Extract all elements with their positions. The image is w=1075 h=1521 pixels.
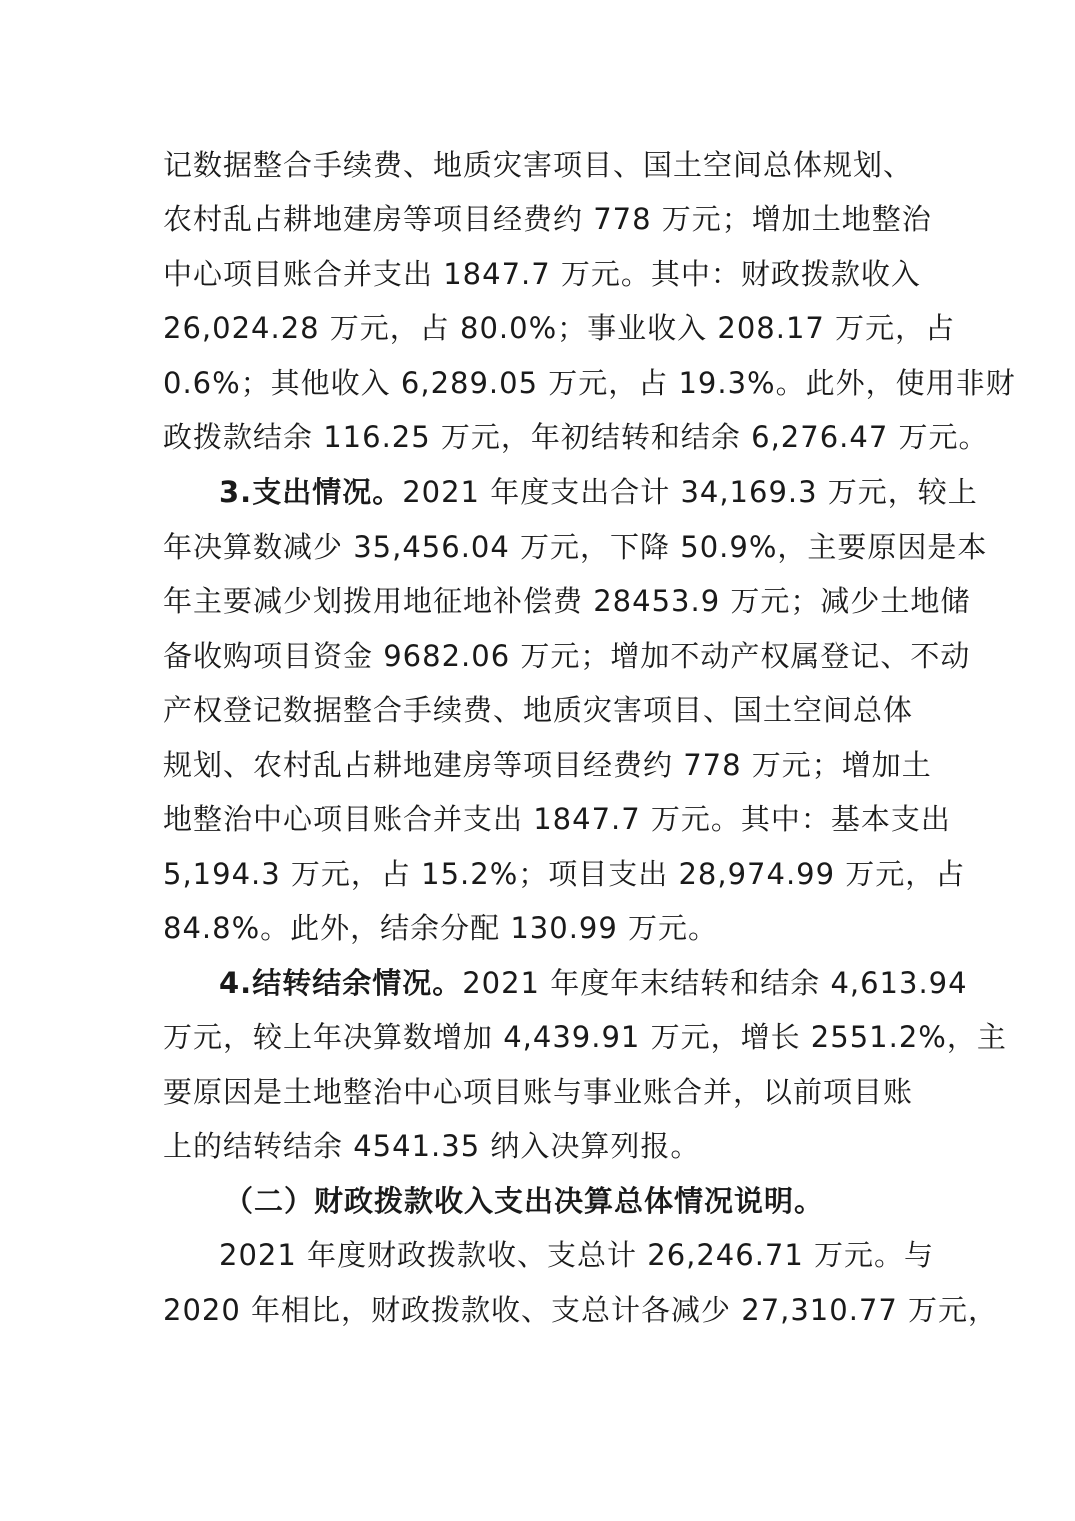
paragraph-line: 84.8%。此外，结余分配 130.99 万元。: [163, 911, 719, 945]
section-3-first-line: [219, 472, 978, 512]
paragraph-line: 要原因是土地整治中心项目账与事业账合并，以前项目账: [163, 1075, 914, 1109]
paragraph-line: 0.6%；其他收入 6,289.05 万元，占 19.3%。此外，使用非财: [163, 366, 1016, 400]
paragraph-line: 记数据整合手续费、地质灾害项目、国土空间总体规划、: [163, 148, 914, 182]
paragraph-line: 年主要减少划拨用地征地补偿费 28453.9 万元；减少土地储: [163, 584, 971, 618]
section-3-title: 3.支出情况。: [219, 475, 403, 509]
paragraph-line: 年决算数减少 35,456.04 万元，下降 50.9%，主要原因是本: [163, 530, 988, 564]
paragraph-line: 农村乱占耕地建房等项目经费约 778 万元；增加土地整治: [163, 202, 932, 236]
paragraph-line: 26,024.28 万元，占 80.0%；事业收入 208.17 万元，占: [163, 311, 956, 345]
paragraph-line: 规划、农村乱占耕地建房等项目经费约 778 万元；增加土: [163, 748, 932, 782]
section-3-text: 2021 年度支出合计 34,169.3 万元，较上: [402, 475, 978, 509]
section-4-first-line: [219, 963, 968, 1003]
paragraph-line: 上的结转结余 4541.35 纳入决算列报。: [163, 1129, 701, 1163]
paragraph-line: 产权登记数据整合手续费、地质灾害项目、国土空间总体: [163, 693, 914, 727]
paragraph-line: 万元，较上年决算数增加 4,439.91 万元，增长 2551.2%，主: [163, 1020, 1007, 1054]
paragraph-line: 备收购项目资金 9682.06 万元；增加不动产权属登记、不动: [163, 639, 971, 673]
paragraph-line: 2020 年相比，财政拨款收、支总计各减少 27,310.77 万元，: [163, 1293, 999, 1327]
paragraph-line: 5,194.3 万元，占 15.2%；项目支出 28,974.99 万元，占: [163, 857, 966, 891]
subsection-heading: （二）财政拨款收入支出决算总体情况说明。: [224, 1184, 825, 1218]
section-4-title: 4.结转结余情况。: [219, 966, 463, 1000]
section-4-text: 2021 年度年末结转和结余 4,613.94: [462, 966, 968, 1000]
paragraph-line: 中心项目账合并支出 1847.7 万元。其中：财政拨款收入: [163, 257, 921, 291]
paragraph-line: 政拨款结余 116.25 万元，年初结转和结余 6,276.47 万元。: [163, 420, 989, 454]
paragraph-line: 地整治中心项目账合并支出 1847.7 万元。其中：基本支出: [163, 802, 951, 836]
paragraph-line: 2021 年度财政拨款收、支总计 26,246.71 万元。与: [219, 1238, 935, 1272]
